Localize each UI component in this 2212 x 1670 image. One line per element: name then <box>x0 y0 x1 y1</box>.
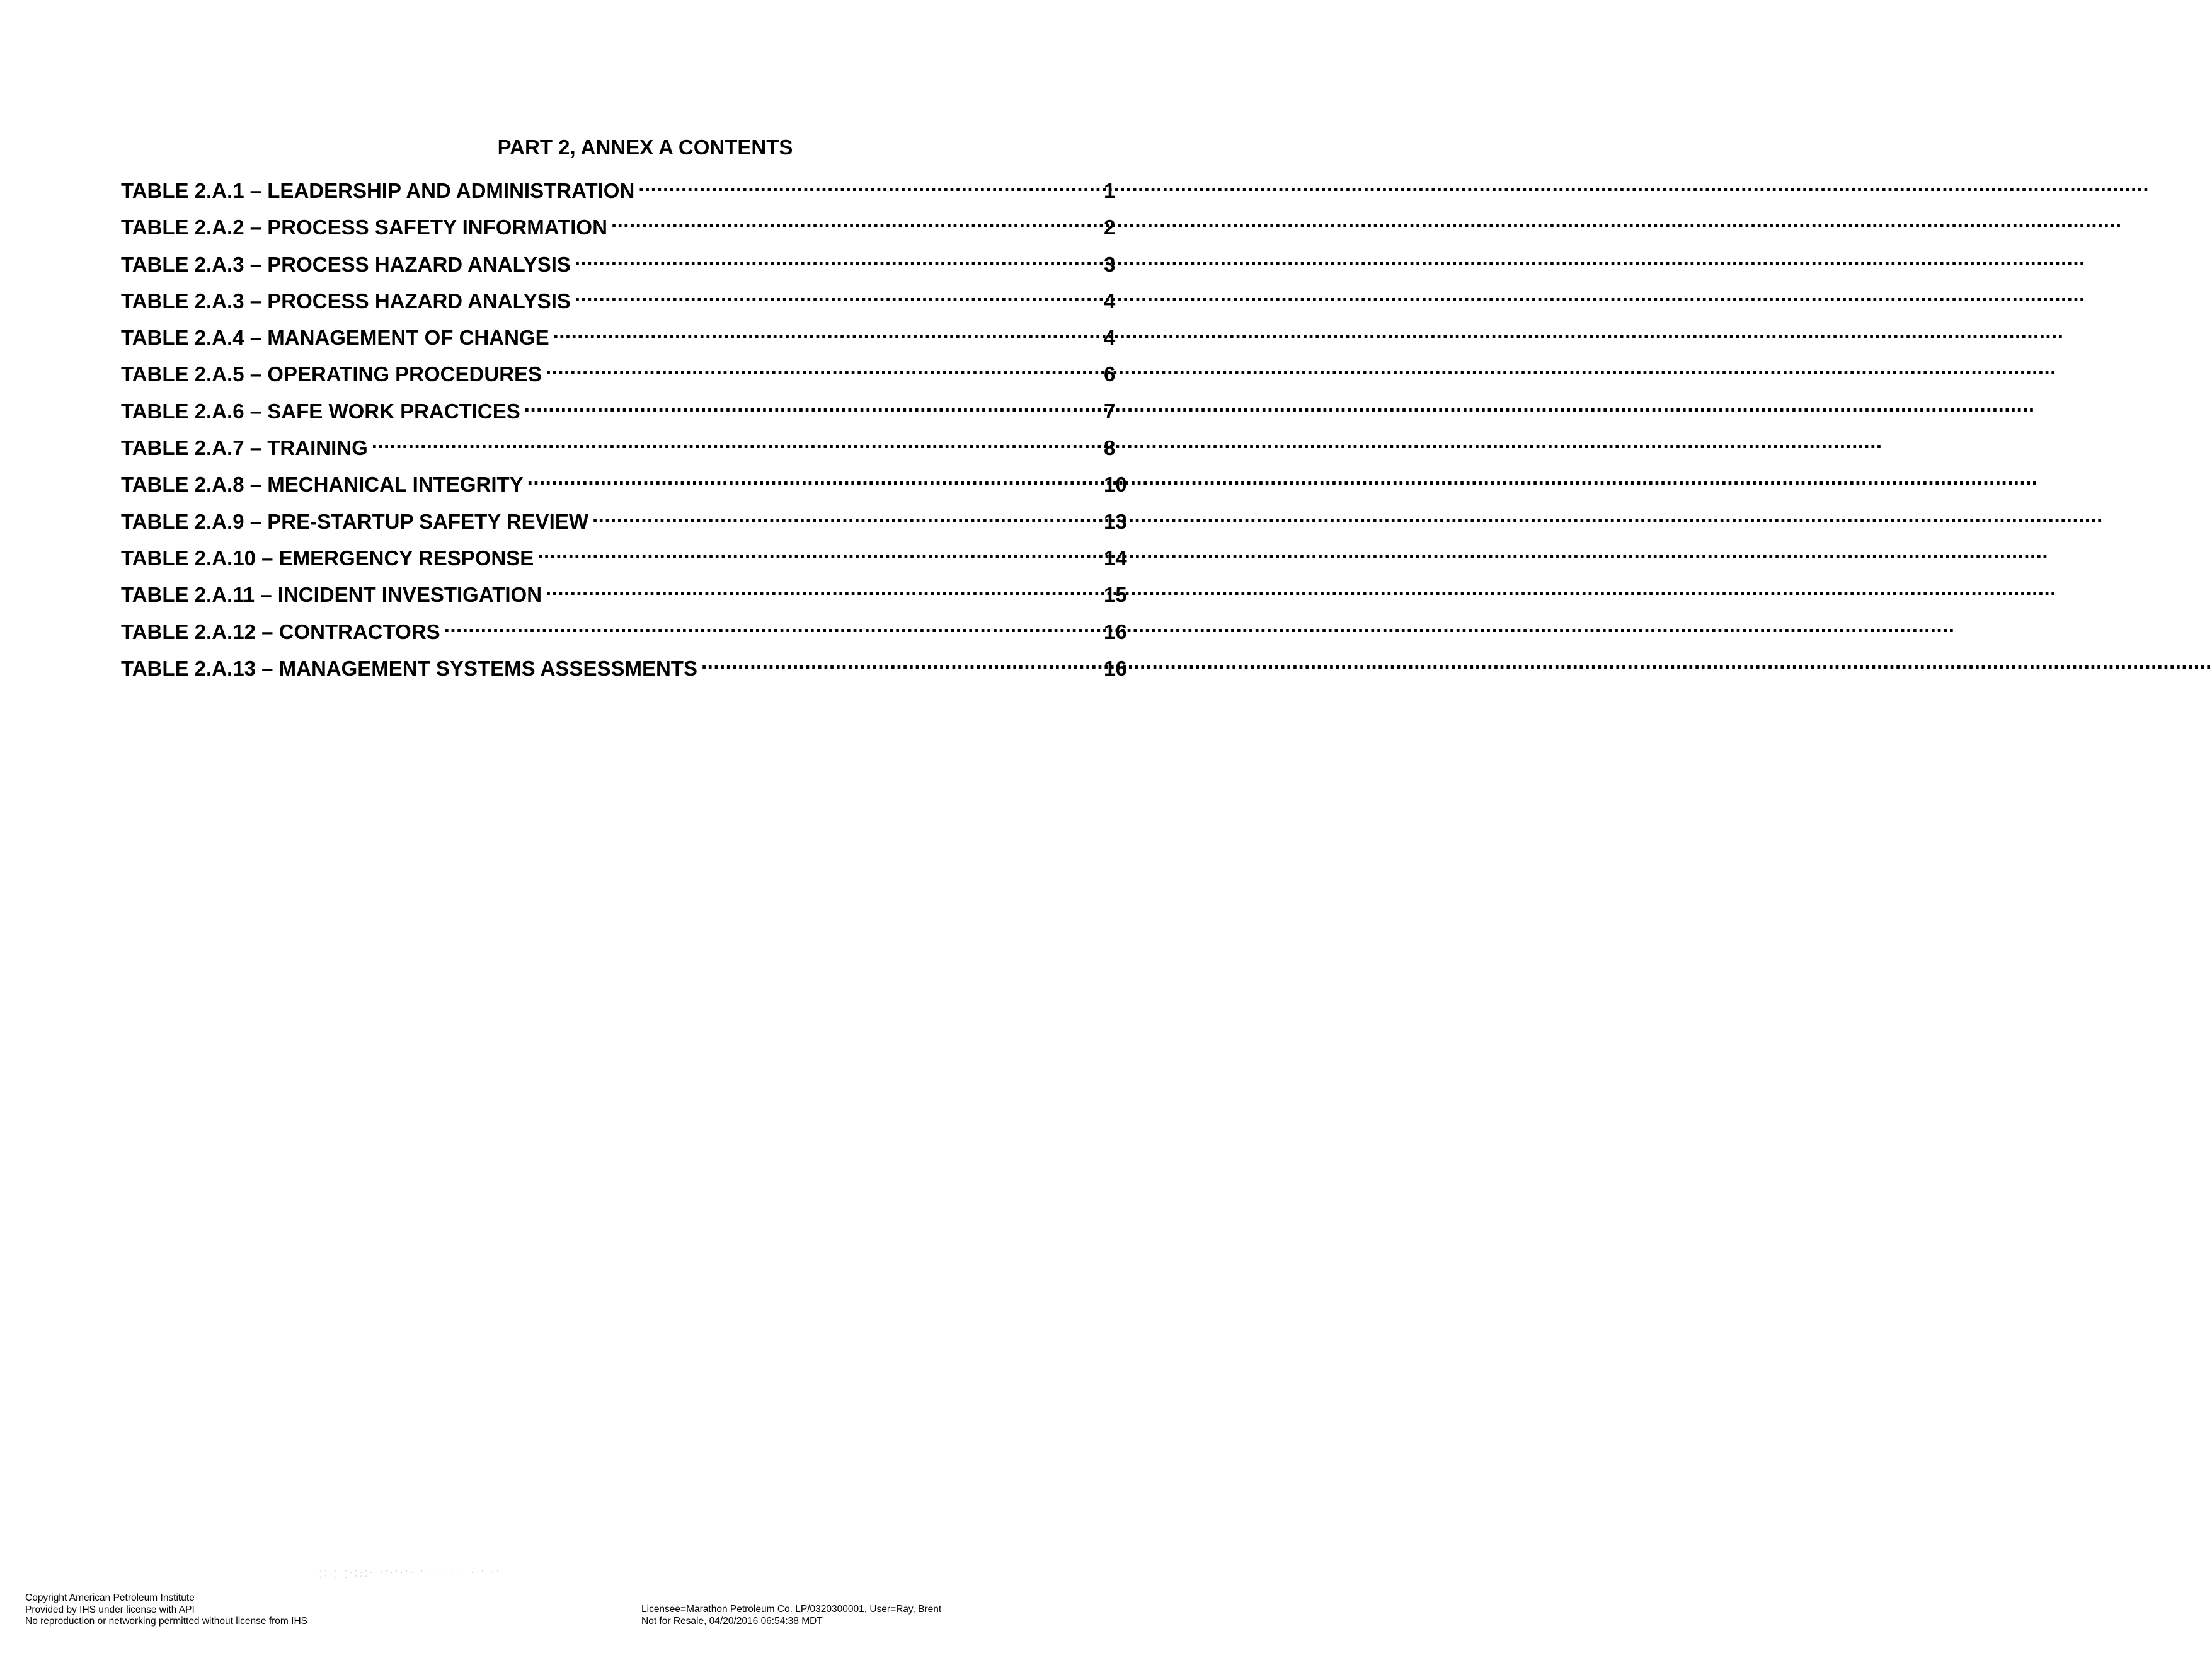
toc-entry-page: 10 <box>1104 473 1127 497</box>
footer-license <box>641 1604 941 1627</box>
footer-line: Provided by IHS under license with API <box>25 1604 195 1615</box>
table-of-contents <box>121 170 1129 684</box>
toc-entry[interactable] <box>121 170 1129 207</box>
toc-entry-page: 15 <box>1104 583 1127 607</box>
toc-entry[interactable] <box>121 354 1129 390</box>
toc-entry-label: TABLE 2.A.1 – LEADERSHIP AND ADMINISTRATION <box>121 179 635 202</box>
toc-entry-label: TABLE 2.A.12 – CONTRACTORS <box>121 619 440 643</box>
dot-leader <box>527 464 1101 492</box>
toc-entry[interactable] <box>121 244 1129 280</box>
dot-leader <box>537 538 1101 565</box>
toc-entry-page: 1 <box>1104 179 1116 202</box>
toc-entry-page: 16 <box>1104 619 1127 643</box>
toc-entry-page: 13 <box>1104 509 1127 533</box>
toc-entry-page: 7 <box>1104 399 1116 423</box>
toc-entry-page: 4 <box>1104 289 1116 313</box>
dot-leader <box>553 317 1101 345</box>
toc-entry[interactable] <box>121 317 1129 354</box>
footer-line: No reproduction or networking permitted without license from IHS <box>25 1616 307 1627</box>
toc-entry-page: 16 <box>1104 656 1127 680</box>
toc-entry-label: TABLE 2.A.9 – PRE-STARTUP SAFETY REVIEW <box>121 509 589 533</box>
toc-entry-page: 4 <box>1104 326 1116 350</box>
toc-entry[interactable] <box>121 574 1129 611</box>
toc-entry-label: TABLE 2.A.2 – PROCESS SAFETY INFORMATION <box>121 216 607 239</box>
toc-entry-label: TABLE 2.A.4 – MANAGEMENT OF CHANGE <box>121 326 549 350</box>
toc-entry[interactable] <box>121 611 1129 648</box>
toc-entry-page: 6 <box>1104 362 1116 386</box>
dot-leader <box>546 574 1101 602</box>
toc-entry-label: TABLE 2.A.3 – PROCESS HAZARD ANALYSIS <box>121 289 571 313</box>
footer-line: Not for Resale, 04/20/2016 06:54:38 MDT <box>641 1615 823 1627</box>
toc-entry-label: TABLE 2.A.10 – EMERGENCY RESPONSE <box>121 546 534 570</box>
toc-entry-label: TABLE 2.A.11 – INCIDENT INVESTIGATION <box>121 583 542 607</box>
dot-leader <box>575 280 1101 308</box>
footer-line: Licensee=Marathon Petroleum Co. LP/0320300001, User=Ray, Brent <box>641 1604 942 1615</box>
toc-entry[interactable] <box>121 648 1129 684</box>
toc-entry-page: 3 <box>1104 252 1116 276</box>
toc-entry-page: 14 <box>1104 546 1127 570</box>
toc-entry-page: 8 <box>1104 436 1116 460</box>
scan-artifact: -· · ·.·.·. .·.·.·. · · · · · . · .· .· . . ·-- <box>319 1568 501 1580</box>
footer-copyright <box>25 1592 307 1628</box>
toc-entry-page: 2 <box>1104 216 1116 239</box>
footer-line: Copyright American Petroleum Institute <box>25 1592 195 1603</box>
toc-entry-label: TABLE 2.A.5 – OPERATING PROCEDURES <box>121 362 542 386</box>
toc-entry[interactable] <box>121 280 1129 317</box>
toc-entry-label: TABLE 2.A.6 – SAFE WORK PRACTICES <box>121 399 520 423</box>
dot-leader <box>372 427 1101 455</box>
toc-entry[interactable] <box>121 427 1129 464</box>
toc-entry[interactable] <box>121 391 1129 427</box>
dot-leader <box>701 648 1101 676</box>
toc-entry-label: TABLE 2.A.7 – TRAINING <box>121 436 368 460</box>
toc-entry-label: TABLE 2.A.3 – PROCESS HAZARD ANALYSIS <box>121 252 571 276</box>
dot-leader <box>611 207 1101 234</box>
toc-entry-label: TABLE 2.A.8 – MECHANICAL INTEGRITY <box>121 473 524 497</box>
toc-entry-label: TABLE 2.A.13 – MANAGEMENT SYSTEMS ASSESSMENTS <box>121 656 697 680</box>
dot-leader <box>575 244 1101 272</box>
toc-entry[interactable] <box>121 538 1129 574</box>
dot-leader <box>444 611 1101 639</box>
dot-leader <box>638 170 1101 198</box>
dot-leader <box>524 391 1101 418</box>
page-title: PART 2, ANNEX A CONTENTS <box>497 135 793 159</box>
toc-entry[interactable] <box>121 501 1129 538</box>
toc-entry[interactable] <box>121 464 1129 500</box>
dot-leader <box>546 354 1101 381</box>
dot-leader <box>592 501 1101 529</box>
toc-entry[interactable] <box>121 207 1129 243</box>
